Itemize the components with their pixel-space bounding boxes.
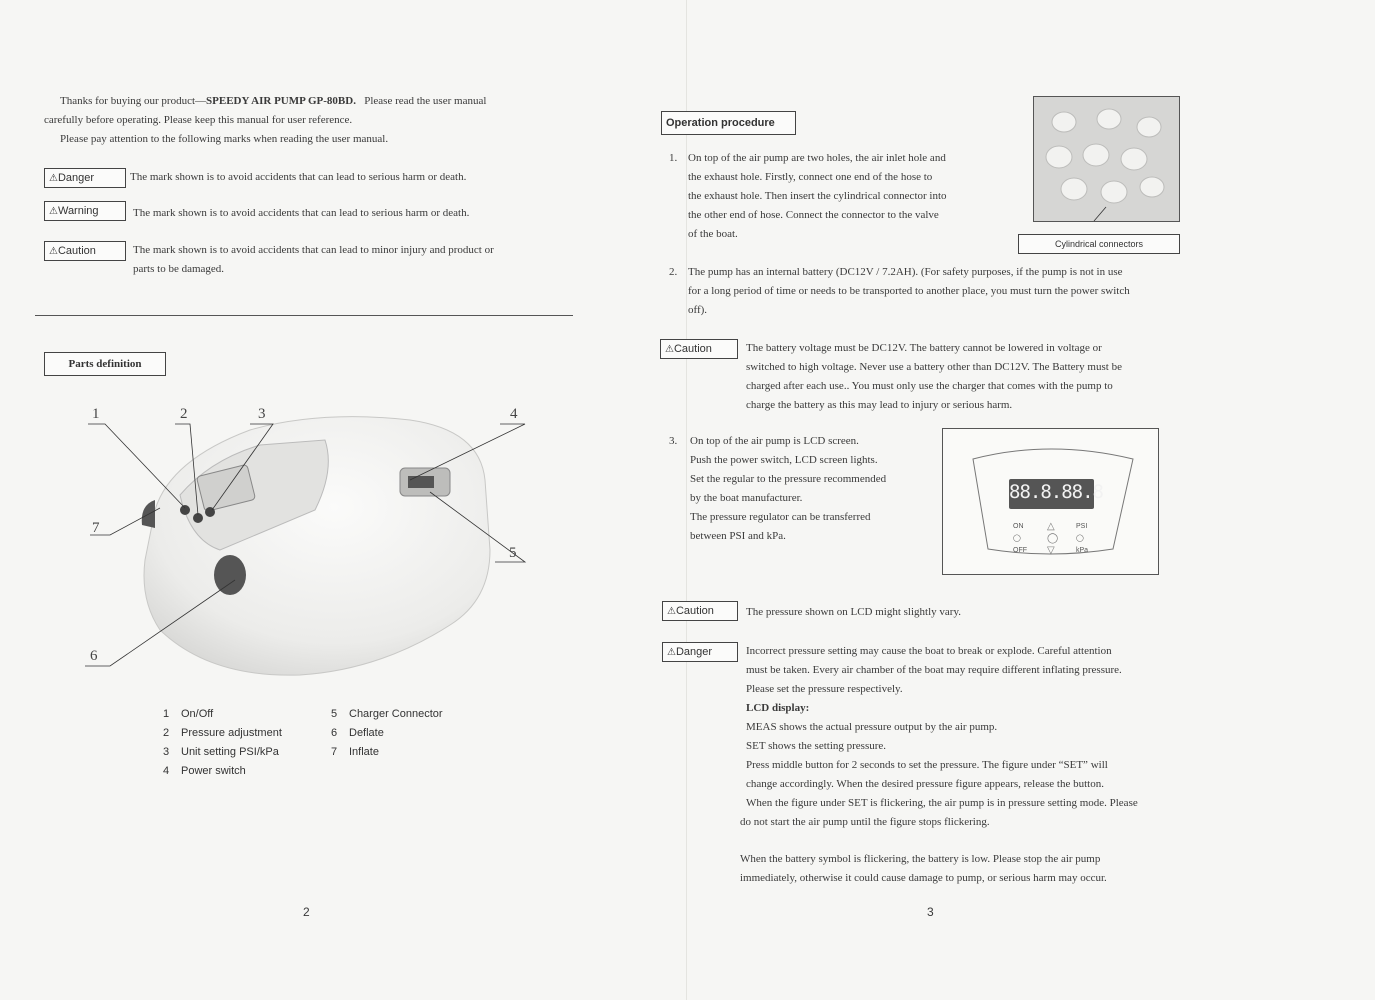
callout-7: 7 (92, 520, 100, 536)
cylindrical-connectors-image (1034, 97, 1179, 221)
lcd-display-line: SET shows the setting pressure. (746, 740, 887, 752)
legend-item (163, 724, 282, 743)
caution-lcd-text: The pressure shown on LCD might slightly vary. (746, 606, 961, 618)
step-2-number: 2. (669, 266, 678, 278)
caution-text: The mark shown is to avoid accidents that can lead to minor injury and product or (133, 244, 494, 256)
label-text: Caution (673, 343, 712, 355)
label-text: Caution (57, 245, 96, 257)
label-text: Danger (57, 172, 95, 184)
intro-text: Thanks for buying our product— (60, 95, 207, 107)
legend-number: 2 (163, 727, 170, 739)
step-1-text (688, 149, 988, 244)
lcd-display-heading: LCD display: (746, 702, 810, 714)
step-1-line: of the boat. (688, 228, 738, 240)
parts-legend-col-2 (331, 705, 443, 762)
lcd-psi-label: PSI (1076, 523, 1088, 530)
warning-triangle-icon: ⚠ (49, 206, 58, 217)
lcd-on-label: ON (1013, 523, 1024, 530)
warning-triangle-icon: ⚠ (49, 173, 58, 184)
battery-note-line: When the battery symbol is flickering, the battery is low. Please stop the air pump (740, 853, 1101, 865)
legend-number: 6 (331, 727, 338, 739)
danger-line: must be taken. Every air chamber of the boat may require different inflating pressure. (746, 664, 1122, 676)
legend-number: 3 (163, 746, 170, 758)
caution-label-battery (660, 339, 738, 359)
legend-item (331, 724, 443, 743)
legend-label: Unit setting PSI/kPa (181, 746, 279, 758)
page-number-right: 3 (927, 905, 934, 919)
caution-battery-text (746, 339, 1186, 415)
lcd-center-buttons (1047, 521, 1058, 557)
callout-2: 2 (180, 406, 188, 422)
legend-label: On/Off (181, 708, 214, 720)
legend-label: Power switch (181, 765, 246, 777)
step-2-line: off). (688, 304, 708, 316)
legend-label: Charger Connector (349, 708, 443, 720)
step-1-line: the exhaust hole. Firstly, connect one end of the hose to (688, 171, 933, 183)
caution-line: charge the battery as this may lead to injury or serious harm. (746, 399, 1013, 411)
legend-label: Pressure adjustment (181, 727, 282, 739)
legend-item (163, 762, 282, 781)
legend-number: 7 (331, 746, 338, 758)
intro-line-2: carefully before operating. Please keep this manual for user reference. (44, 114, 353, 126)
warning-triangle-icon: ⚠ (667, 647, 676, 658)
operation-procedure-title: Operation procedure (661, 111, 796, 135)
callout-6: 6 (90, 648, 98, 664)
lcd-display-line: Press middle button for 2 seconds to set the pressure. The figure under “SET” will (746, 759, 1108, 771)
legend-item (331, 743, 443, 762)
product-name: SPEEDY AIR PUMP GP-80BD. (206, 95, 356, 107)
step-3-line: by the boat manufacturer. (690, 492, 803, 504)
step-3-line: On top of the air pump is LCD screen. (690, 435, 859, 447)
caution-label (44, 241, 126, 261)
legend-item (163, 743, 282, 762)
danger-line: Please set the pressure respectively. (746, 683, 903, 695)
step-3-line: between PSI and kPa. (690, 530, 786, 542)
label-text: Danger (675, 646, 713, 658)
label-text: Warning (57, 205, 99, 217)
down-arrow-icon: ▽ (1047, 545, 1055, 556)
caution-line: charged after each use.. You must only use the charger that comes with the pump to (746, 380, 1113, 392)
center-button-icon: ◯ (1047, 533, 1059, 544)
warning-label (44, 201, 126, 221)
right-page (665, 0, 1375, 1000)
step-1-line: On top of the air pump are two holes, the air inlet hole and (688, 152, 946, 164)
legend-number: 1 (163, 708, 170, 720)
air-pump-diagram (60, 400, 550, 700)
lcd-off-label: OFF (1013, 547, 1027, 554)
warning-text: The mark shown is to avoid accidents that can lead to serious harm or death. (133, 207, 470, 219)
caution-line: switched to high voltage. Never use a battery other than DC12V. The Battery must be (746, 361, 1122, 373)
up-arrow-icon: △ (1047, 521, 1055, 532)
legend-number: 5 (331, 708, 338, 720)
step-3-number: 3. (669, 435, 678, 447)
warning-triangle-icon: ⚠ (667, 606, 676, 617)
legend-label: Deflate (349, 727, 384, 739)
step-2-text (688, 263, 1200, 320)
danger-label-pressure (662, 642, 738, 662)
intro-text: Please read the user manual (364, 95, 487, 107)
danger-label (44, 168, 126, 188)
step-3-line: Set the regular to the pressure recommended (690, 473, 887, 485)
warning-triangle-icon: ⚠ (49, 246, 58, 257)
callout-1: 1 (92, 406, 100, 422)
callout-4: 4 (510, 406, 518, 422)
legend-number: 4 (163, 765, 170, 777)
section-divider (35, 315, 573, 316)
danger-pressure-text (746, 642, 1201, 813)
step-3-line: The pressure regulator can be transferred (690, 511, 871, 523)
lcd-display-line: MEAS shows the actual pressure output by the air pump. (746, 721, 998, 733)
callout-3: 3 (258, 406, 266, 422)
step-1-line: the other end of hose. Connect the connector to the valve (688, 209, 939, 221)
danger-line: Incorrect pressure setting may cause the boat to break or explode. Careful attention (746, 645, 1112, 657)
parts-legend-col-1 (163, 705, 282, 781)
lcd-display-line: When the figure under SET is flickering, the air pump is in pressure setting mode. Please (746, 797, 1138, 809)
connectors-photo (1033, 96, 1180, 222)
battery-note-line: immediately, otherwise it could cause damage to pump, or serious harm may occur. (740, 872, 1107, 884)
lcd-button-icon: ◯ (1013, 535, 1021, 542)
callout-5: 5 (509, 545, 517, 561)
step-1-number: 1. (669, 152, 678, 164)
legend-item (331, 705, 443, 724)
battery-note (740, 850, 1200, 888)
label-text: Caution (675, 605, 714, 617)
lcd-panel-illustration (942, 428, 1159, 575)
page-number-left: 2 (303, 905, 310, 919)
lcd-digits: 88.8.88.8 (1009, 479, 1094, 509)
warning-triangle-icon: ⚠ (665, 344, 674, 355)
step-3-text (690, 432, 930, 546)
intro-line-3: Please pay attention to the following marks when reading the user manual. (60, 133, 389, 145)
lcd-display-last-line: do not start the air pump until the figure stops flickering. (740, 816, 990, 828)
step-2-line: for a long period of time or needs to be transported to another place, you must turn the power switch (688, 285, 1130, 297)
connectors-caption: Cylindrical connectors (1018, 234, 1180, 254)
lcd-display-line: change accordingly. When the desired pressure figure appears, release the button. (746, 778, 1104, 790)
intro-line-1 (60, 92, 580, 111)
caution-label-lcd (662, 601, 738, 621)
legend-label: Inflate (349, 746, 379, 758)
step-3-line: Push the power switch, LCD screen lights. (690, 454, 878, 466)
lcd-button-icon: ◯ (1076, 535, 1084, 542)
legend-item (163, 705, 282, 724)
step-2-line: The pump has an internal battery (DC12V / 7.2AH). (For safety purposes, if the pump is not in use (688, 266, 1123, 278)
step-1-line: the exhaust hole. Then insert the cylindrical connector into (688, 190, 947, 202)
lcd-left-labels (1013, 521, 1027, 557)
caution-text-2: parts to be damaged. (133, 263, 225, 275)
caution-line: The battery voltage must be DC12V. The battery cannot be lowered in voltage or (746, 342, 1102, 354)
lcd-kpa-label: kPa (1076, 547, 1089, 554)
danger-text: The mark shown is to avoid accidents that can lead to serious harm or death. (130, 171, 467, 183)
parts-definition-title: Parts definition (44, 352, 166, 376)
lcd-right-labels (1076, 521, 1088, 557)
